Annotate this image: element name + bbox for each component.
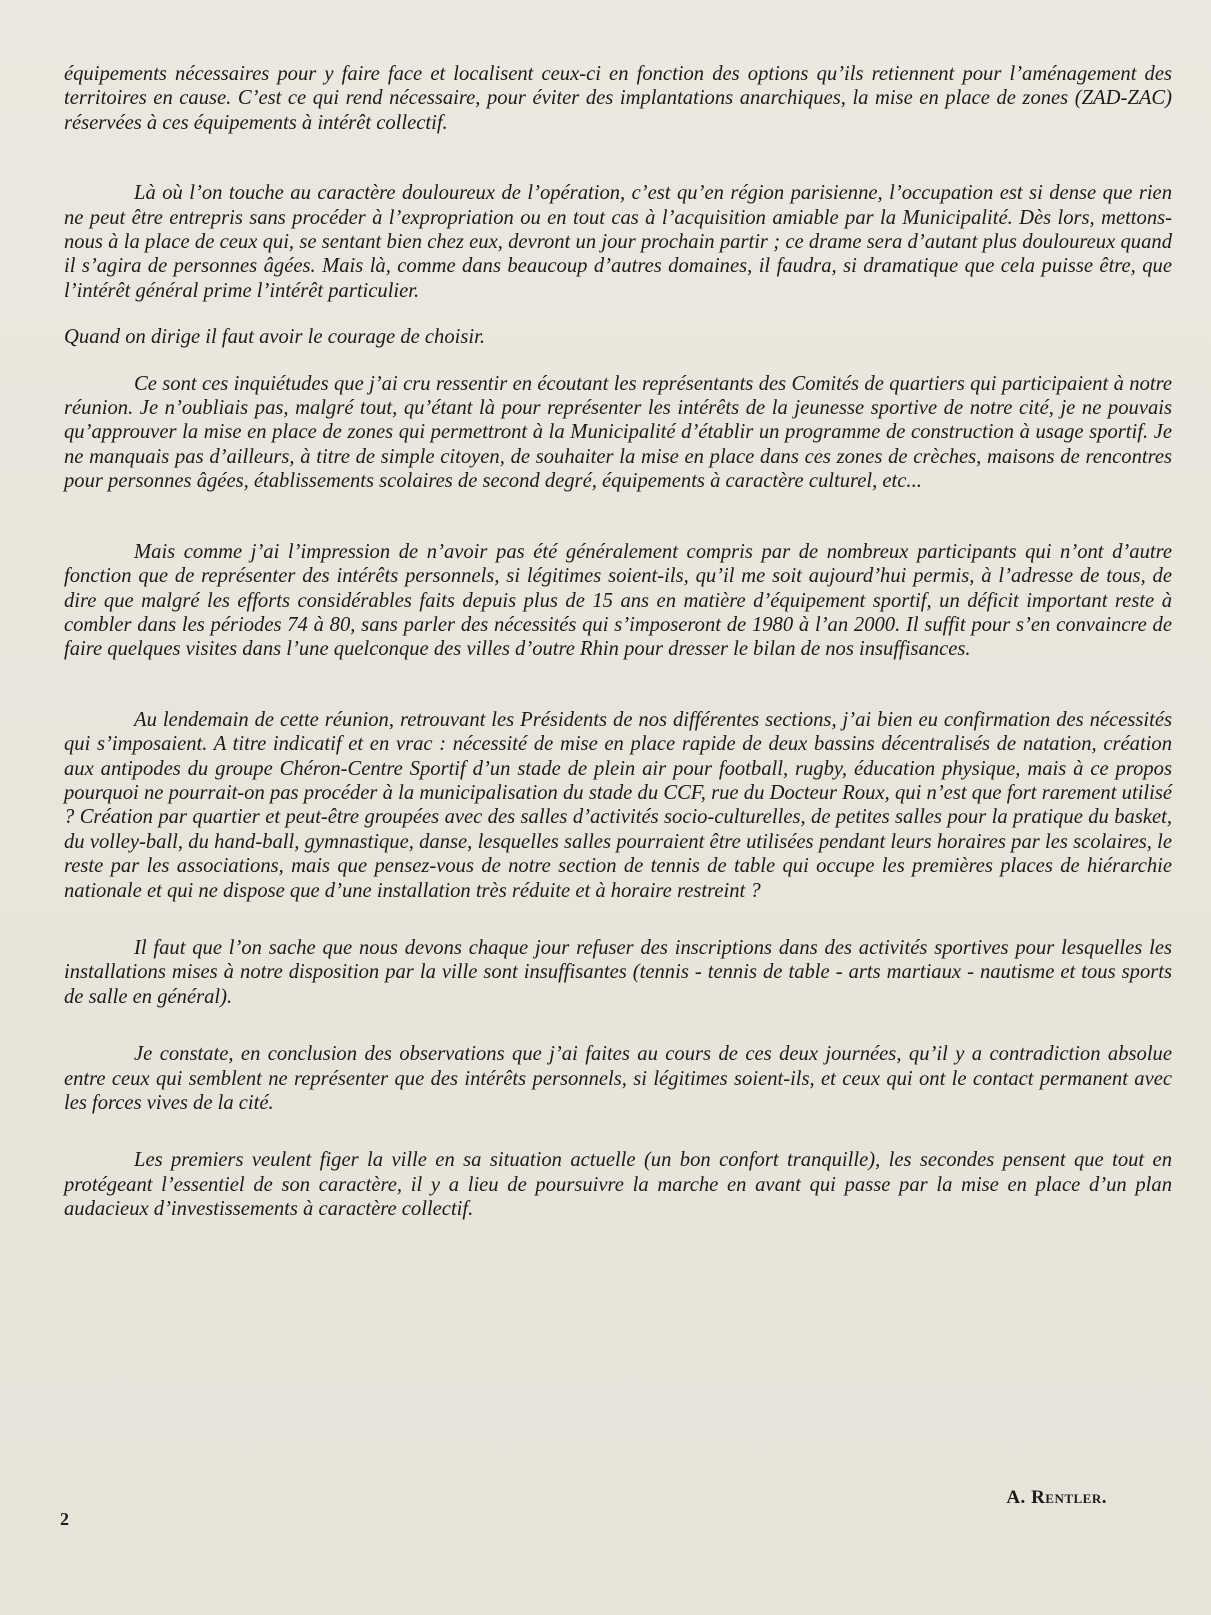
author-signature (1006, 1487, 1107, 1509)
paragraph-4: Ce sont ces inquiétudes que j’ai cru ressentir en écoutant les représentants des Comités de quartiers qui participaient à notre réunion. Je n’oubliais pas, malgré tout, qu’étant là pour représenter les intérêts de la jeunesse sportive de notre cité, je ne pouvais qu’approuver la mise en place de zones qui permettront à la Municipalité d’établir un programme de construction à usage sportif. Je ne manquais pas d’ailleurs, à titre de simple citoyen, de souhaiter la mise en place dans ces zones de crèches, maisons de rencontres pour personnes âgées, établissements scolaires de second degré, équipements à caractère culturel, etc... (64, 372, 1172, 493)
paragraph-6: Au lendemain de cette réunion, retrouvant les Présidents de nos différentes sections, j’ai bien eu confirmation des nécessités qui s’imposaient. A titre indicatif et en vrac : nécessité de mise en place rapide de deux bassins décentralisés de natation, création aux antipodes du groupe Chéron-Centre Sportif d’un stade de plein air pour football, rugby, éducation physique, mais à ce propos pourquoi ne pourrait-on pas procéder à la municipalisation du stade du CCF, rue du Docteur Roux, qui n’est que fort rarement utilisé ? Création par quartier et peut-être groupées avec des salles d’activités socio-culturelles, de petites salles pour la pratique du basket, du volley-ball, du hand-ball, gymnastique, danse, lesquelles salles pourraient être utilisées pendant leurs horaires par les scolaires, le reste par les associations, mais que pensez-vous de notre section de tennis de table qui occupe les premières places de hiérarchie nationale et qui ne dispose que d’une installation très réduite et à horaire restreint ? (64, 708, 1172, 902)
paragraph-9: Les premiers veulent figer la ville en sa situation actuelle (un bon confort tranquille), les secondes pensent que tout en protégeant l’essentiel de son caractère, il y a lieu de poursuivre la marche en avant qui passe par la mise en place d’un plan audacieux d’investissements à caractère collectif. (64, 1149, 1172, 1221)
paragraph-1: équipements nécessaires pour y faire face et localisent ceux-ci en fonction des options qu’ils retiennent pour l’aménagement des territoires en cause. C’est ce qui rend nécessaire, pour éviter des implantations anarchiques, la mise en place de zones (ZAD-ZAC) réservées à ces équipements à intérêt collectif. (64, 63, 1172, 134)
signature-surname: Rentler. (1031, 1487, 1107, 1508)
signature-initial: A. (1006, 1487, 1026, 1508)
article-body (64, 62, 1172, 1222)
paragraph-7: Il faut que l’on sache que nous devons chaque jour refuser des inscriptions dans des activités sportives pour lesquelles les installations mises à notre disposition par la ville sont insuffisantes (tennis - tennis de table - arts martiaux - nautisme et tous sports de salle en général). (64, 936, 1172, 1008)
paragraph-3: Quand on dirige il faut avoir le courage de choisir. (64, 326, 485, 349)
page-number: 2 (60, 1509, 69, 1529)
paragraph-2: Là où l’on touche au caractère douloureux de l’opération, c’est qu’en région parisienne, l’occupation est si dense que rien ne peut être entrepris sans procéder à l’expropriation ou en tout cas à l’acquisition amiable par la Municipalité. Dès lors, mettons-nous à la place de ceux qui, se sentant bien chez eux, devront un jour prochain partir ; ce drame sera d’autant plus douloureux quand il s’agira de personnes âgées. Mais là, comme dans beaucoup d’autres domaines, il faudra, si dramatique que cela puisse être, que l’intérêt général prime l’intérêt particulier. (64, 182, 1172, 302)
paragraph-5: Mais comme j’ai l’impression de n’avoir pas été généralement compris par de nombreux participants qui n’ont d’autre fonction que de représenter des intérêts personnels, si légitimes soient-ils, qu’il me soit aujourd’hui permis, à l’adresse de tous, de dire que malgré les efforts considérables faits depuis plus de 15 ans en matière d’équipement sportif, un déficit important reste à combler dans les périodes 74 à 80, sans parler des nécessités qui s’imposeront de 1980 à l’an 2000. Il suffit pour s’en convaincre de faire quelques visites dans l’une quelconque des villes d’outre Rhin pour dresser le bilan de nos insuffisances. (64, 540, 1172, 661)
paragraph-8: Je constate, en conclusion des observations que j’ai faites au cours de ces deux journées, qu’il y a contradiction absolue entre ceux qui semblent ne représenter que des intérêts personnels, si légitimes soient-ils, et ceux qui ont le contact permanent avec les forces vives de la cité. (64, 1043, 1172, 1114)
